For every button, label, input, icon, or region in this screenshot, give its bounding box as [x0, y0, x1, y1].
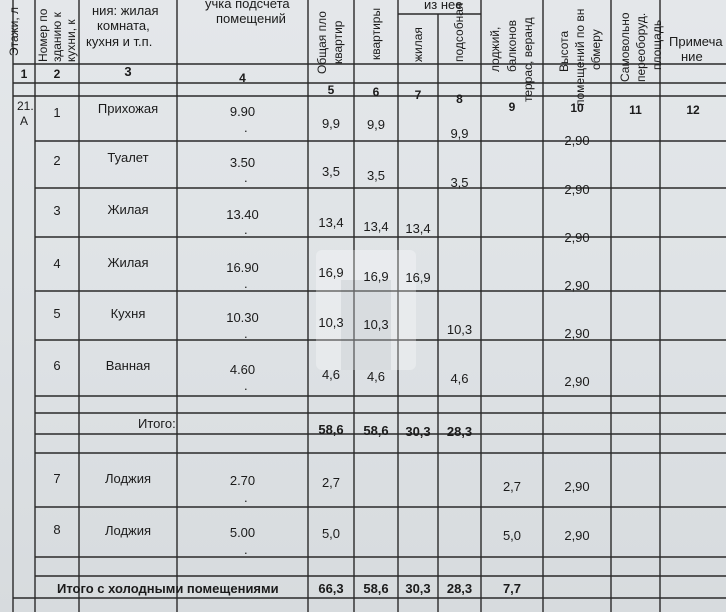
- row4-flat: 16,9: [363, 269, 389, 284]
- row3-flat: 13,4: [363, 219, 389, 234]
- row6-name: Ванная: [105, 358, 151, 373]
- row2-calc: 3.50: [229, 155, 256, 170]
- floor-label-line1: 21.: [17, 99, 34, 113]
- row6-flat: 4,6: [366, 369, 386, 384]
- header-col3-line2: комната,: [97, 18, 150, 33]
- header-col3-line3: кухня и т.п.: [86, 34, 153, 49]
- header-col11-line1: Самовольно: [618, 12, 632, 82]
- colnum-7: 7: [414, 88, 422, 102]
- grand-total-label: Итого с холодными помещениями: [57, 581, 279, 596]
- row2-flat: 3,5: [366, 168, 386, 183]
- colnum-6: 6: [372, 85, 380, 99]
- row5-mark: .: [244, 326, 248, 341]
- colnum-11: 11: [629, 103, 642, 117]
- row3-living: 13,4: [405, 221, 431, 236]
- header-col5-line1: Общая пло: [315, 11, 329, 74]
- subtotal-aux: 28,3: [446, 424, 473, 439]
- row7-no: 7: [53, 471, 61, 486]
- colnum-9: 9: [508, 100, 516, 114]
- row8-total: 5,0: [321, 526, 341, 541]
- header-col1: Этажи, л: [7, 6, 21, 56]
- colnum-5: 5: [327, 83, 335, 97]
- row6-calc: 4.60: [229, 362, 256, 377]
- row4-total: 16,9: [318, 265, 344, 280]
- row1-no: 1: [53, 105, 61, 120]
- row3-height: 2,90: [564, 230, 590, 245]
- row8-loggia: 5,0: [502, 528, 522, 543]
- header-col9-line1: лоджий,: [488, 26, 502, 72]
- grand-total-flat: 58,6: [363, 581, 389, 596]
- row4-no: 4: [53, 256, 61, 271]
- row4-height: 2,90: [564, 278, 590, 293]
- header-col2-line1: Номер по: [36, 8, 50, 62]
- row5-calc: 10.30: [226, 310, 259, 325]
- row7-mark: .: [244, 490, 248, 505]
- row2-mark: .: [244, 170, 248, 185]
- row3-calc: 13.40: [226, 207, 259, 222]
- header-col5-line2: квартир: [331, 20, 345, 64]
- row1-name: Прихожая: [97, 101, 159, 116]
- row5-no: 5: [53, 306, 61, 321]
- header-col10-line3: обмеру: [589, 29, 603, 70]
- row4-living: 16,9: [405, 270, 431, 285]
- row8-calc: 5.00: [229, 525, 256, 540]
- subtotal-label: Итого:: [138, 416, 176, 431]
- subtotal-flat: 58,6: [363, 423, 389, 438]
- row2-no: 2: [53, 153, 61, 168]
- row5-total: 10,3: [318, 315, 344, 330]
- subtotal-living: 30,3: [405, 424, 431, 439]
- header-col7-8-group: из нее: [424, 0, 463, 12]
- row6-total: 4,6: [321, 367, 341, 382]
- header-col4-line2: помещений: [216, 11, 286, 26]
- grand-total-total: 66,3: [318, 581, 344, 596]
- row6-aux: 4,6: [450, 371, 469, 386]
- row8-mark: .: [244, 542, 248, 557]
- row2-total: 3,5: [321, 164, 341, 179]
- header-col2-line2: зданию к: [50, 12, 64, 62]
- row6-mark: .: [244, 378, 248, 393]
- row7-name: Лоджия: [104, 471, 152, 486]
- header-col10-line2: помещений по вн: [573, 8, 587, 106]
- row3-mark: .: [244, 222, 248, 237]
- colnum-3: 3: [124, 64, 132, 79]
- header-col10-line1: Высота: [557, 30, 571, 72]
- row2-height: 2,90: [564, 182, 590, 197]
- row5-flat: 10,3: [363, 317, 389, 332]
- header-col7: жилая: [411, 27, 425, 62]
- grand-total-aux: 28,3: [446, 581, 473, 596]
- colnum-2: 2: [53, 67, 61, 81]
- watermark-logo: [306, 230, 426, 380]
- header-col4-line1: учка подсчета: [205, 0, 290, 11]
- subtotal-total: 58,6: [318, 422, 344, 437]
- row4-name: Жилая: [107, 255, 149, 270]
- row3-name: Жилая: [107, 202, 149, 217]
- header-col9-line2: балконов: [505, 19, 519, 72]
- row5-name: Кухня: [110, 306, 146, 321]
- header-col6: квартиры: [369, 7, 383, 60]
- row4-calc: 16.90: [226, 260, 259, 275]
- floor-label-line2: А: [20, 114, 29, 128]
- grand-total-loggia: 7,7: [502, 581, 522, 596]
- row1-flat: 9,9: [366, 117, 386, 132]
- row3-no: 3: [53, 203, 61, 218]
- row1-aux: 9,9: [450, 126, 469, 141]
- row3-total: 13,4: [318, 215, 344, 230]
- header-col11-line2: переоборуд.: [634, 12, 648, 82]
- row2-name: Туалет: [107, 150, 149, 165]
- grand-total-living: 30,3: [405, 581, 431, 596]
- row1-total: 9,9: [321, 116, 341, 131]
- colnum-12: 12: [686, 103, 700, 117]
- row7-loggia: 2,7: [502, 479, 522, 494]
- row1-mark: .: [244, 120, 248, 135]
- header-col9-line3: террас, веранд: [521, 17, 535, 102]
- row4-mark: .: [244, 276, 248, 291]
- row8-height: 2,90: [564, 528, 590, 543]
- row7-total: 2,7: [321, 475, 341, 490]
- row7-height: 2,90: [564, 479, 590, 494]
- colnum-1: 1: [20, 67, 28, 81]
- colnum-8: 8: [456, 92, 463, 106]
- header-col2-line3: кухни, к: [64, 19, 78, 62]
- header-col3-line1: ния: жилая: [92, 3, 159, 18]
- row1-calc: 9.90: [229, 104, 256, 119]
- row6-height: 2,90: [564, 374, 590, 389]
- header-col12-line2: ние: [681, 49, 703, 64]
- row1-height: 2,90: [564, 133, 590, 148]
- row7-calc: 2.70: [229, 473, 256, 488]
- row2-aux: 3,5: [450, 175, 469, 190]
- row6-no: 6: [53, 358, 61, 373]
- row8-name: Лоджия: [104, 523, 152, 538]
- colnum-10: 10: [570, 101, 584, 115]
- colnum-4: 4: [239, 71, 246, 85]
- header-col11-line3: площадь: [650, 19, 664, 70]
- row5-aux: 10,3: [446, 322, 473, 337]
- header-col12-line1: Примеча: [669, 34, 723, 49]
- header-col8: подсобная: [452, 2, 466, 62]
- row5-height: 2,90: [564, 326, 590, 341]
- row8-no: 8: [53, 522, 61, 537]
